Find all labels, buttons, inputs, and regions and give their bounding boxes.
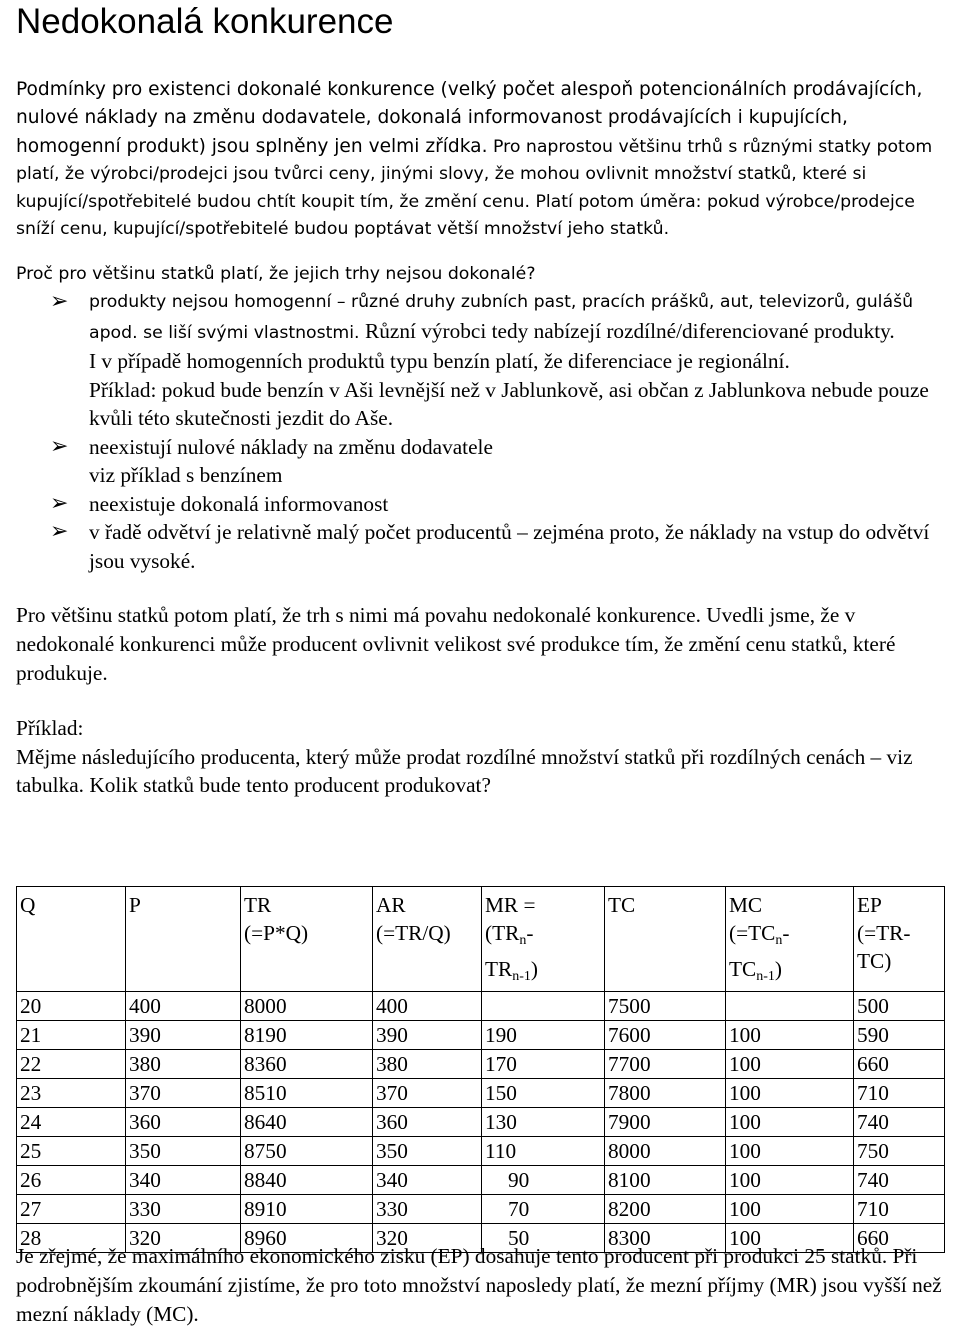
bullet-2-text: neexistují nulové náklady na změnu dodavatele	[89, 434, 493, 459]
bullet-2-cont: viz příklad s benzínem	[89, 463, 283, 488]
cell-mr	[482, 992, 605, 1021]
arrow-bullet-icon: ➢	[50, 490, 69, 516]
cell-p: 370	[126, 1079, 241, 1108]
cell-q: 20	[17, 992, 126, 1021]
cell-mc: 100	[726, 1166, 854, 1195]
cell-q: 24	[17, 1108, 126, 1137]
cell-p: 400	[126, 992, 241, 1021]
cell-mr: 110	[482, 1137, 605, 1166]
bullet-1-serif-text: Různí výrobci tedy nabízejí rozdílné/diferenciované produkty.	[365, 318, 895, 343]
table-row	[17, 1079, 945, 1108]
cell-ar: 390	[373, 1021, 482, 1050]
cell-tc: 7700	[605, 1050, 726, 1079]
cell-ar: 340	[373, 1166, 482, 1195]
header-mc: MC ($=TC_n-$ $TC_{n-1}$)	[726, 887, 854, 992]
bullet-1-cont-2: Příklad: pokud bude benzín v Aši levnější než v Jablunkově, asi občan z Jablunkova nebude pouze kvůli této skutečnosti jezdit do Aše.	[89, 377, 929, 431]
cell-tr: 8960	[241, 1224, 373, 1253]
list-item	[16, 490, 946, 519]
cell-tr: 8750	[241, 1137, 373, 1166]
cell-q: 23	[17, 1079, 126, 1108]
cell-mr: 90	[482, 1166, 605, 1195]
table-body	[17, 992, 945, 1253]
cell-mc: 100	[726, 1021, 854, 1050]
cell-tc: 7800	[605, 1079, 726, 1108]
cell-tr: 8360	[241, 1050, 373, 1079]
cell-q: 25	[17, 1137, 126, 1166]
question-section	[16, 260, 946, 575]
cell-mc: 100	[726, 1195, 854, 1224]
list-item	[16, 518, 946, 575]
table-row	[17, 1137, 945, 1166]
cell-q: 28	[17, 1224, 126, 1253]
cell-ep: 750	[854, 1137, 945, 1166]
cell-tr: 8640	[241, 1108, 373, 1137]
cell-ep: 710	[854, 1079, 945, 1108]
cell-ar: 330	[373, 1195, 482, 1224]
cell-p: 330	[126, 1195, 241, 1224]
table-row	[17, 1108, 945, 1137]
arrow-bullet-icon: ➢	[50, 289, 69, 315]
cell-tr: 8190	[241, 1021, 373, 1050]
cell-tr: 8000	[241, 992, 373, 1021]
document-page	[16, 0, 946, 1326]
cell-q: 21	[17, 1021, 126, 1050]
cell-p: 360	[126, 1108, 241, 1137]
cell-ar: 370	[373, 1079, 482, 1108]
cell-mc: 100	[726, 1079, 854, 1108]
cell-p: 380	[126, 1050, 241, 1079]
cell-tr: 8840	[241, 1166, 373, 1195]
cell-tc: 8100	[605, 1166, 726, 1195]
cell-mr: 170	[482, 1050, 605, 1079]
cell-tc: 8000	[605, 1137, 726, 1166]
cell-ep: 710	[854, 1195, 945, 1224]
cell-p: 320	[126, 1224, 241, 1253]
cell-mr: 190	[482, 1021, 605, 1050]
cell-tr: 8910	[241, 1195, 373, 1224]
cell-tc: 7600	[605, 1021, 726, 1050]
cell-mc: 100	[726, 1050, 854, 1079]
arrow-bullet-icon: ➢	[50, 433, 69, 459]
cell-q: 26	[17, 1166, 126, 1195]
reasons-list	[16, 288, 946, 575]
bullet-4-text: v řadě odvětví je relativně malý počet producentů – zejména proto, že náklady na vstup do odvětví jsou vysoké.	[89, 520, 930, 573]
example-text: Mějme následujícího producenta, který může prodat rozdílné množství statků při rozdílných cenách – viz tabulka. Kolik statků bude tento producent produkovat?	[16, 744, 913, 798]
list-item	[16, 433, 946, 490]
majority-paragraph: Pro většinu statků potom platí, že trh s nimi má povahu nedokonalé konkurence. Uvedli jsme, že v nedokonalé konkurenci může producent ovlivnit velikost své produkce tím, že změní cenu statků, které produkuje.	[16, 603, 896, 686]
table-row	[17, 992, 945, 1021]
cell-tr: 8510	[241, 1079, 373, 1108]
cell-ar: 360	[373, 1108, 482, 1137]
cell-q: 27	[17, 1195, 126, 1224]
cell-q: 22	[17, 1050, 126, 1079]
intro-part-2: Pro naprostou většinu trhů s různými statky potom platí, že výrobci/prodejci jsou tvůrci ceny, jinými slovy, že mohou ovlivnit množství statků, které si kupující/spotřebitelé budou chtít koupit tím, že změní cenu.	[16, 136, 933, 212]
bullet-1-text: produkty nejsou homogenní – různé druhy zubních past, pracích prášků, aut, televizorů, gulášů apod. se liší svými vlastnostmi.	[89, 292, 914, 343]
cell-ar: 350	[373, 1137, 482, 1166]
producer-table	[16, 886, 945, 1253]
bullet-1-cont-1: I v případě homogenních produktů typu benzín platí, že diferenciace je regionální.	[89, 349, 790, 374]
cell-mc: 100	[726, 1137, 854, 1166]
cell-mr: 150	[482, 1079, 605, 1108]
cell-p: 350	[126, 1137, 241, 1166]
intro-part-3: Platí potom úměra: pokud výrobce/prodejce sníží cenu, kupující/spotřebitelé budou poptávat větší množství jeho statků.	[16, 191, 915, 240]
cell-p: 390	[126, 1021, 241, 1050]
header-tr: TR (=P*Q)	[241, 887, 373, 992]
cell-ep: 740	[854, 1166, 945, 1195]
cell-tc: 8200	[605, 1195, 726, 1224]
header-ep: EP (=TR- TC)	[854, 887, 945, 992]
header-p: P	[126, 887, 241, 992]
table-row	[17, 1166, 945, 1195]
list-item	[16, 288, 946, 433]
table-row	[17, 1050, 945, 1079]
cell-ar: 320	[373, 1224, 482, 1253]
intro-paragraph	[16, 76, 946, 243]
cell-tc: 7900	[605, 1108, 726, 1137]
cell-mr: 130	[482, 1108, 605, 1137]
cell-ep: 740	[854, 1108, 945, 1137]
header-tc: TC	[605, 887, 726, 992]
table-header-row	[17, 887, 945, 992]
cell-ar: 400	[373, 992, 482, 1021]
cell-ar: 380	[373, 1050, 482, 1079]
question-text: Proč pro většinu statků platí, že jejich trhy nejsou dokonalé?	[16, 264, 536, 285]
cell-mr: 50	[482, 1224, 605, 1253]
cell-mc: 100	[726, 1224, 854, 1253]
cell-p: 340	[126, 1166, 241, 1195]
cell-mr: 70	[482, 1195, 605, 1224]
table-row	[17, 1195, 945, 1224]
cell-tc: 8300	[605, 1224, 726, 1253]
bullet-3-text: neexistuje dokonalá informovanost	[89, 491, 389, 516]
conclusion-paragraph: Je zřejmé, že maximálního ekonomického zisku (EP) dosahuje tento producent při produkci 25 statků. Při podrobnějším zkoumání zjistíme, že pro toto množství naposledy platí, že mezní příjmy (MR) jsou vyšší než mezní náklady (MC).	[16, 1244, 942, 1326]
page-title: Nedokonalá konkurence	[16, 2, 394, 41]
intro-part-1: Podmínky pro existenci dokonalé konkurence (velký počet alespoň potencionálních prodávajících, nulové náklady na změnu dodavatele, dokonalá informovanost prodávajících i kupujících, homogenní produkt) jsou splněny jen velmi zřídka.	[16, 79, 923, 157]
cell-tc: 7500	[605, 992, 726, 1021]
table-row	[17, 1021, 945, 1050]
header-mr: MR = ($TR_n-$ $TR_{n-1}$)	[482, 887, 605, 992]
cell-ep: 660	[854, 1050, 945, 1079]
example-label: Příklad:	[16, 715, 84, 740]
header-ar: AR (=TR/Q)	[373, 887, 482, 992]
arrow-bullet-icon: ➢	[50, 519, 69, 545]
cell-ep: 500	[854, 992, 945, 1021]
header-q: Q	[17, 887, 126, 992]
cell-ep: 590	[854, 1021, 945, 1050]
cell-mc: 100	[726, 1108, 854, 1137]
cell-ep: 660	[854, 1224, 945, 1253]
cell-mc	[726, 992, 854, 1021]
